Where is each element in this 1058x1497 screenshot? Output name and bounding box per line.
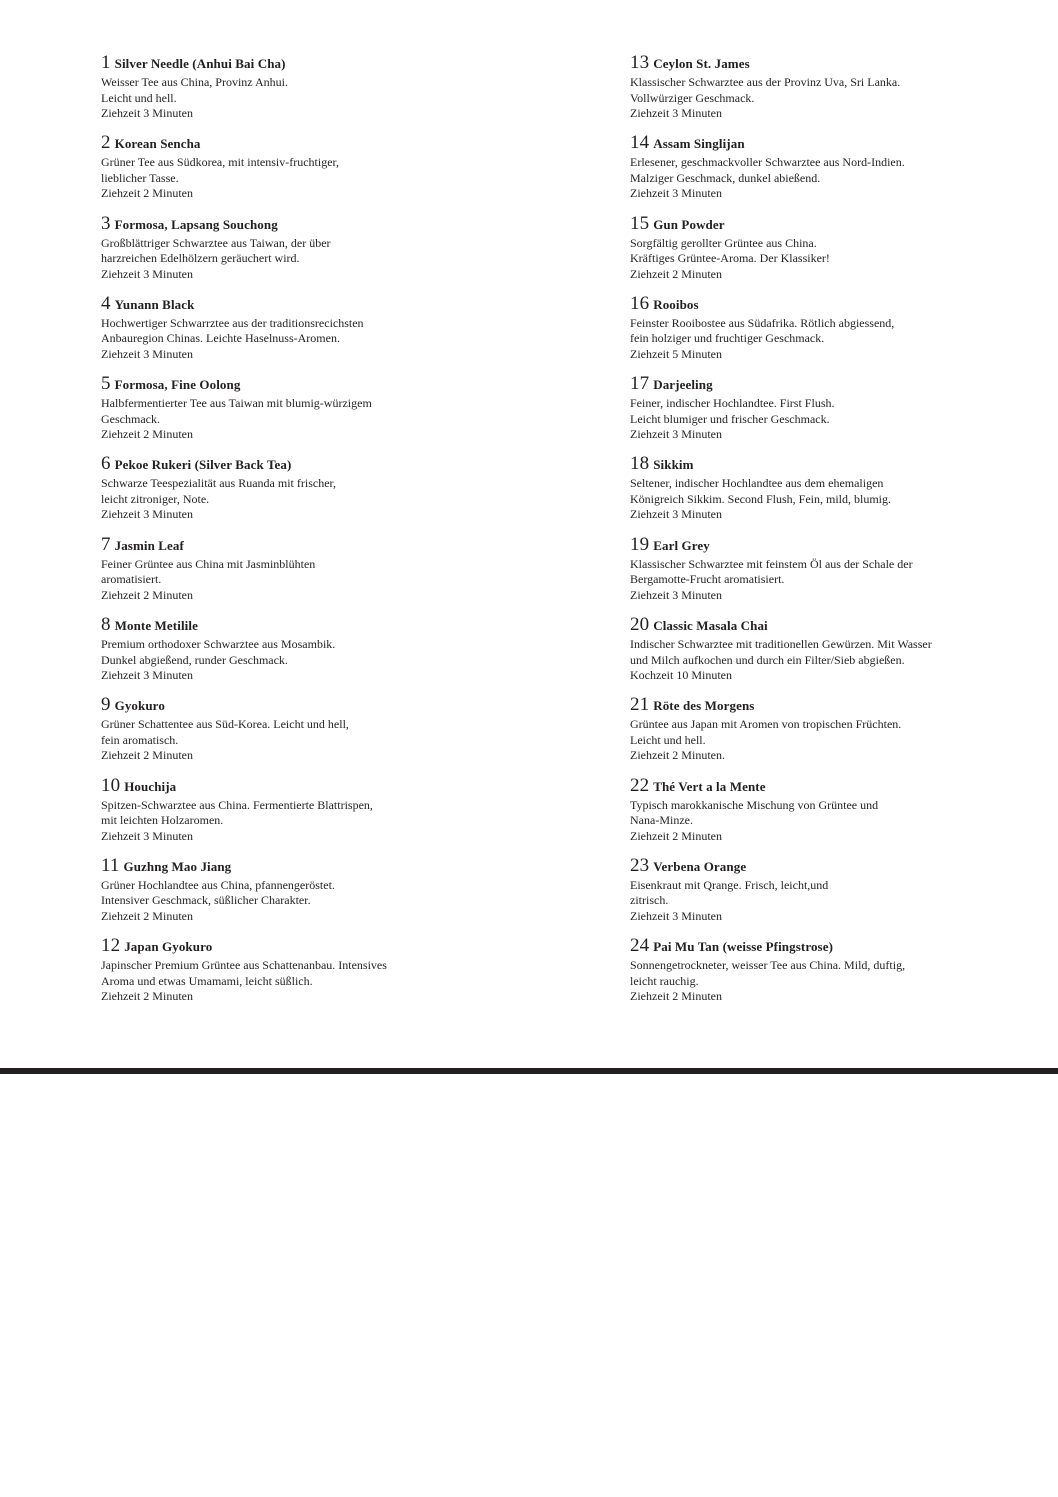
tea-steep-time: Ziehzeit 3 Minuten	[630, 587, 722, 602]
tea-steep-time: Ziehzeit 2 Minuten	[101, 908, 193, 923]
tea-title	[630, 374, 990, 394]
tea-description: Grüner Tee aus Südkorea, mit intensiv-fruchtiger, lieblicher Tasse.	[101, 155, 340, 185]
tea-steep-time: Ziehzeit 3 Minuten	[101, 266, 193, 281]
footer-divider	[0, 1068, 1058, 1074]
tea-steep-time: Ziehzeit 3 Minuten	[101, 346, 193, 361]
tea-description: Premium orthodoxer Schwarztee aus Mosambik. Dunkel abgießend, runder Geschmack.	[101, 637, 336, 667]
tea-name: Korean Sencha	[114, 136, 201, 152]
tea-number: 8	[101, 614, 111, 636]
tea-name: Silver Needle (Anhui Bai Cha)	[114, 56, 286, 71]
tea-steep-time: Ziehzeit 3 Minuten	[101, 507, 193, 522]
tea-steep-time: Kochzeit 10 Minuten	[630, 668, 732, 683]
tea-title	[630, 615, 990, 635]
tea-steep-time: Ziehzeit 3 Minuten	[101, 106, 193, 120]
tea-item	[101, 294, 461, 374]
tea-description: Feiner, indischer Hochlandtee. First Flush. Leicht blumiger und frischer Geschmack.	[630, 396, 835, 426]
tea-list-right-column	[630, 53, 990, 1017]
tea-item	[101, 214, 461, 294]
tea-number: 5	[101, 373, 111, 395]
tea-item	[101, 776, 461, 856]
tea-number: 6	[101, 453, 111, 475]
tea-name: Pai Mu Tan (weisse Pfingstrose)	[653, 939, 834, 955]
tea-item	[630, 374, 990, 454]
tea-steep-time: Ziehzeit 3 Minuten	[630, 106, 722, 120]
tea-description: Feiner Grüntee aus China mit Jasminblühten aromatisiert.	[101, 556, 316, 587]
tea-item	[630, 856, 990, 936]
tea-description: Sonnengetrockneter, weisser Tee aus China. Mild, duftig, leicht rauchig.	[630, 958, 906, 988]
tea-steep-time: Ziehzeit 2 Minuten	[101, 587, 193, 602]
tea-item	[101, 936, 461, 1016]
tea-number: 2	[101, 132, 111, 154]
tea-number: 22	[630, 774, 650, 796]
tea-steep-time: Ziehzeit 3 Minuten	[630, 427, 722, 442]
tea-title	[630, 856, 990, 876]
tea-number: 3	[101, 212, 111, 234]
tea-number: 13	[630, 52, 650, 73]
tea-description: Spitzen-Schwarztee aus China. Fermentierte Blattrispen, mit leichten Holzaromen.	[101, 797, 373, 828]
tea-name: Gun Powder	[653, 216, 725, 232]
tea-number: 10	[101, 774, 121, 796]
tea-item	[101, 535, 461, 615]
tea-number: 24	[630, 935, 650, 957]
tea-steep-time: Ziehzeit 3 Minuten	[630, 186, 722, 201]
tea-item	[630, 133, 990, 213]
tea-item	[101, 133, 461, 213]
tea-title	[630, 776, 990, 796]
tea-title	[101, 53, 461, 73]
tea-title	[630, 53, 990, 73]
tea-number: 12	[101, 935, 121, 957]
tea-title	[630, 535, 990, 555]
tea-number: 17	[630, 373, 650, 395]
tea-item	[630, 776, 990, 856]
tea-title	[101, 856, 461, 876]
tea-description: Japinscher Premium Grüntee aus Schattenanbau. Intensives Aroma und etwas Umamami, leicht süßlich.	[101, 958, 387, 988]
tea-title	[630, 936, 990, 956]
tea-description: Hochwertiger Schwarrztee aus der traditionsrecichsten Anbauregion Chinas. Leichte Haselnuss-Aromen.	[101, 315, 364, 346]
tea-name: Darjeeling	[653, 377, 713, 393]
tea-description: Grüner Schattentee aus Süd-Korea. Leicht und hell, fein aromatisch.	[101, 717, 349, 747]
tea-steep-time: Ziehzeit 2 Minuten	[630, 989, 722, 1004]
tea-number: 4	[101, 292, 111, 314]
tea-title	[101, 374, 461, 394]
tea-number: 23	[630, 854, 650, 876]
tea-description: Indischer Schwarztee mit traditionellen Gewürzen. Mit Wasser und Milch aufkochen und durch ein Filter/Sieb abgießen.	[630, 637, 932, 667]
tea-title	[101, 936, 461, 956]
tea-number: 19	[630, 533, 650, 555]
tea-description: Schwarze Teespezialität aus Ruanda mit frischer, leicht zitroniger, Note.	[101, 476, 337, 506]
tea-description: Eisenkraut mit Qrange. Frisch, leicht,und zitrisch.	[630, 877, 829, 908]
tea-steep-time: Ziehzeit 2 Minuten	[101, 186, 193, 201]
tea-item	[101, 53, 461, 133]
tea-name: Ceylon St. James	[653, 56, 750, 71]
tea-description: Großblättriger Schwarztee aus Taiwan, der über harzreichen Edelhölzern geräuchert wird.	[101, 235, 331, 266]
tea-number: 11	[101, 854, 120, 876]
tea-item	[101, 374, 461, 454]
tea-item	[101, 856, 461, 936]
tea-title	[630, 214, 990, 234]
tea-title	[630, 695, 990, 715]
tea-title	[101, 776, 461, 796]
tea-item	[101, 454, 461, 534]
tea-description: Klassischer Schwarztee aus der Provinz Uva, Sri Lanka. Vollwürziger Geschmack.	[630, 75, 901, 105]
tea-number: 7	[101, 533, 111, 555]
tea-item	[630, 214, 990, 294]
tea-description: Grüntee aus Japan mit Aromen von tropischen Früchten. Leicht und hell.	[630, 717, 902, 747]
tea-name: Rooibos	[653, 296, 699, 312]
tea-name: Yunann Black	[114, 296, 195, 312]
tea-steep-time: Ziehzeit 3 Minuten	[630, 908, 722, 923]
tea-description: Erlesener, geschmackvoller Schwarztee aus Nord-Indien. Malziger Geschmack, dunkel abießend.	[630, 155, 905, 185]
tea-item	[630, 53, 990, 133]
tea-description: Halbfermentierter Tee aus Taiwan mit blumig-würzigem Geschmack.	[101, 396, 372, 426]
tea-steep-time: Ziehzeit 3 Minuten	[101, 668, 193, 683]
tea-steep-time: Ziehzeit 2 Minuten	[101, 427, 193, 442]
tea-steep-time: Ziehzeit 3 Minuten	[101, 828, 193, 843]
tea-name: Jasmin Leaf	[114, 537, 184, 553]
tea-title	[630, 454, 990, 474]
tea-title	[101, 454, 461, 474]
tea-steep-time: Ziehzeit 3 Minuten	[630, 507, 722, 522]
tea-number: 1	[101, 52, 111, 73]
tea-number: 9	[101, 694, 111, 716]
tea-title	[101, 535, 461, 555]
tea-item	[630, 936, 990, 1016]
tea-description: Feinster Rooibostee aus Südafrika. Rötlich abgiessend, fein holziger und fruchtiger Geschmack.	[630, 315, 895, 346]
tea-number: 14	[630, 132, 650, 154]
tea-name: Röte des Morgens	[653, 698, 755, 714]
tea-steep-time: Ziehzeit 2 Minuten	[101, 748, 193, 763]
tea-name: Guzhng Mao Jiang	[123, 858, 232, 874]
tea-name: Monte Metilile	[114, 618, 198, 634]
tea-item	[101, 615, 461, 695]
tea-number: 16	[630, 292, 650, 314]
tea-number: 21	[630, 694, 650, 716]
tea-description: Grüner Hochlandtee aus China, pfannengeröstet. Intensiver Geschmack, süßlicher Charakter.	[101, 877, 335, 908]
tea-name: Formosa, Lapsang Souchong	[114, 216, 278, 232]
tea-title	[101, 214, 461, 234]
tea-steep-time: Ziehzeit 2 Minuten	[630, 828, 722, 843]
tea-item	[101, 695, 461, 775]
tea-number: 15	[630, 212, 650, 234]
tea-name: Verbena Orange	[653, 858, 747, 874]
tea-description: Weisser Tee aus China, Provinz Anhui. Leicht und hell.	[101, 75, 288, 105]
tea-steep-time: Ziehzeit 5 Minuten	[630, 346, 722, 361]
tea-item	[630, 294, 990, 374]
tea-name: Sikkim	[653, 457, 694, 473]
tea-item	[630, 615, 990, 695]
tea-description: Sorgfältig gerollter Grüntee aus China. Kräftiges Grüntee-Aroma. Der Klassiker!	[630, 235, 830, 266]
tea-title	[630, 133, 990, 153]
tea-title	[101, 615, 461, 635]
tea-name: Assam Singlijan	[653, 136, 745, 152]
tea-steep-time: Ziehzeit 2 Minuten.	[630, 748, 725, 763]
tea-description: Klassischer Schwarztee mit feinstem Öl aus der Schale der Bergamotte-Frucht aromatisiert.	[630, 556, 913, 587]
tea-name: Formosa, Fine Oolong	[114, 377, 241, 393]
tea-list-left-column	[101, 53, 461, 1017]
tea-name: Earl Grey	[653, 537, 710, 553]
tea-title	[101, 133, 461, 153]
tea-name: Gyokuro	[114, 698, 165, 714]
tea-name: Japan Gyokuro	[124, 939, 213, 955]
tea-number: 20	[630, 614, 650, 636]
tea-item	[630, 454, 990, 534]
tea-title	[101, 294, 461, 314]
tea-item	[630, 535, 990, 615]
tea-description: Seltener, indischer Hochlandtee aus dem ehemaligen Königreich Sikkim. Second Flush, Fein, mild, blumig.	[630, 476, 891, 506]
tea-name: Pekoe Rukeri (Silver Back Tea)	[114, 457, 292, 473]
tea-name: Thé Vert a la Mente	[653, 778, 766, 794]
tea-title	[630, 294, 990, 314]
tea-item	[630, 695, 990, 775]
tea-steep-time: Ziehzeit 2 Minuten	[630, 266, 722, 281]
tea-name: Classic Masala Chai	[653, 618, 768, 634]
tea-title	[101, 695, 461, 715]
tea-number: 18	[630, 453, 650, 475]
tea-description: Typisch marokkanische Mischung von Grüntee und Nana-Minze.	[630, 797, 879, 828]
tea-name: Houchija	[124, 778, 177, 794]
tea-steep-time: Ziehzeit 2 Minuten	[101, 989, 193, 1004]
